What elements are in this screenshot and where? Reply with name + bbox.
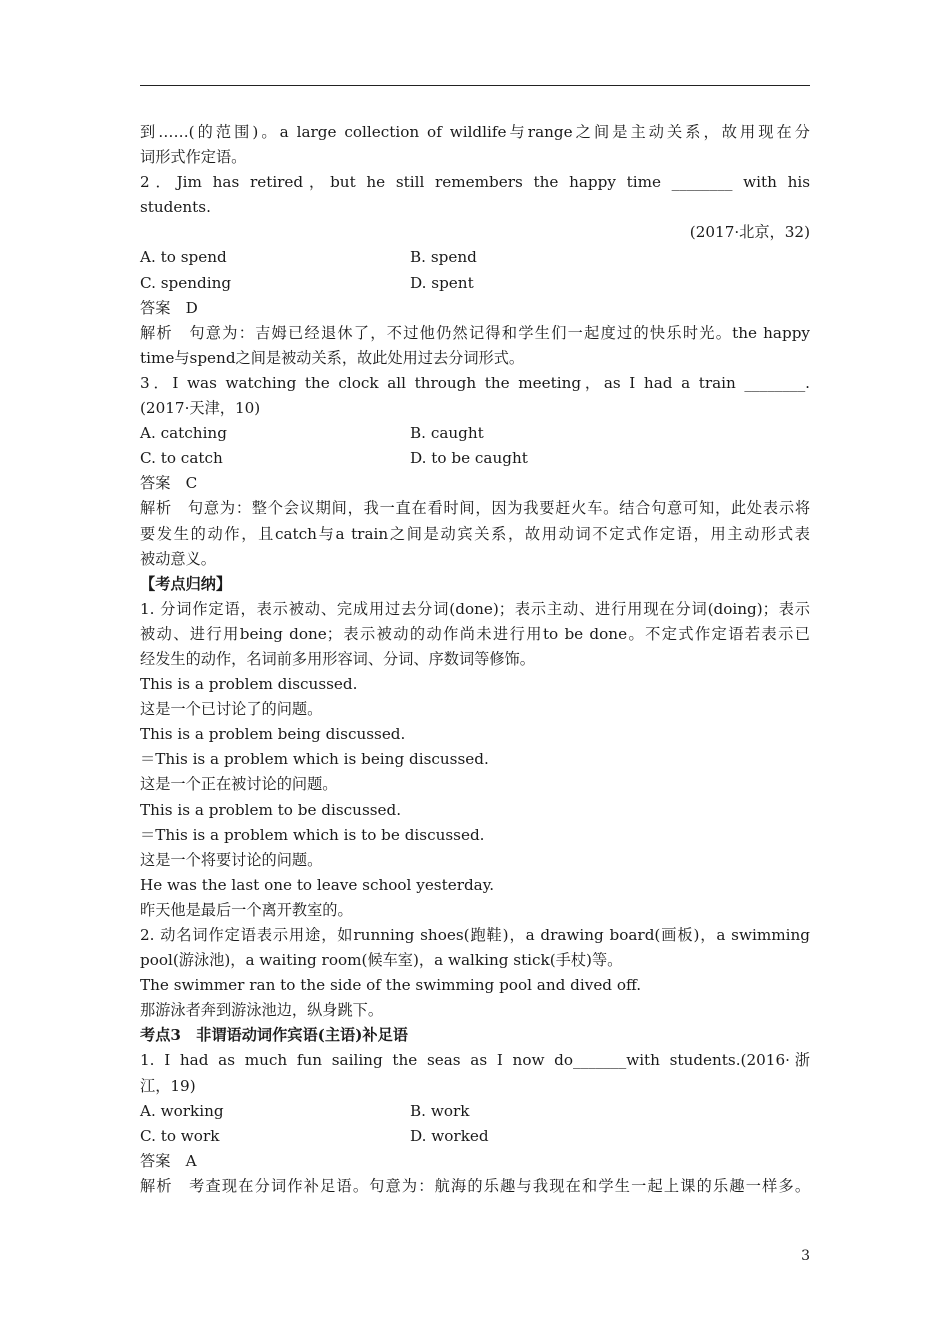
section-heading: 考点3 非谓语动词作宾语(主语)补足语	[140, 1026, 408, 1045]
text-line: ＝This is a problem which is being discussed.	[140, 750, 489, 769]
options-row	[140, 245, 810, 270]
answer-option: D. to be caught	[410, 449, 528, 468]
text-line: time与spend之间是被动关系，故此处用过去分词形式。	[140, 348, 525, 367]
text-line: He was the last one to leave school yesterday.	[140, 875, 495, 894]
text-line: pool(游泳池)，a waiting room(候车室)，a walking stick(手杖)等。	[140, 951, 623, 970]
text-line: 词形式作定语。	[140, 148, 247, 167]
answer-option: A. to spend	[140, 248, 227, 267]
text-line: This is a problem discussed.	[140, 675, 358, 694]
text-line: 1. I had as much fun sailing the seas as I now do_______with students.(2016·浙	[140, 1051, 810, 1070]
text-line: (2017·北京，32)	[689, 223, 810, 242]
text-line: 这是一个将要讨论的问题。	[140, 850, 323, 869]
options-row	[140, 446, 810, 471]
text-line: 江，19)	[140, 1076, 196, 1095]
options-row	[140, 271, 810, 296]
text-line: 到……(的范围)。a large collection of wildlife与range之间是主动关系，故用现在分	[140, 123, 810, 141]
options-row	[140, 421, 810, 446]
text-line: 答案 D	[140, 298, 198, 317]
answer-option: C. to work	[140, 1126, 220, 1145]
options-row	[140, 1124, 810, 1149]
text-line: 这是一个已讨论了的问题。	[140, 700, 323, 719]
text-line: 解析 句意为：吉姆已经退休了，不过他仍然记得和学生们一起度过的快乐时光。the happy	[140, 323, 810, 342]
answer-option: B. spend	[410, 248, 477, 267]
section-heading: 【考点归纳】	[140, 574, 232, 593]
text-line: 2．Jim has retired，but he still remembers the happy time ________ with his	[140, 173, 810, 192]
options-row	[140, 1099, 810, 1124]
text-line: 那游泳者奔到游泳池边，纵身跳下。	[140, 1001, 383, 1020]
text-line: 1. 分词作定语，表示被动、完成用过去分词(done)；表示主动、进行用现在分词(doing)；表示	[140, 599, 810, 618]
answer-option: C. to catch	[140, 449, 223, 468]
text-line: This is a problem to be discussed.	[140, 800, 402, 819]
text-line: 2. 动名词作定语表示用途，如running shoes(跑鞋)，a drawing board(画板)，a swimming	[140, 926, 810, 944]
header-rule	[140, 85, 810, 86]
answer-option: B. work	[410, 1101, 470, 1120]
answer-option: D. spent	[410, 273, 474, 292]
answer-option: B. caught	[410, 424, 484, 443]
answer-option: C. spending	[140, 273, 232, 292]
text-line: 解析 句意为：整个会议期间，我一直在看时间，因为我要赶火车。结合句意可知，此处表示将	[140, 499, 810, 518]
text-line: 3．I was watching the clock all through the meeting，as I had a train ________.	[140, 373, 810, 392]
text-line: This is a problem being discussed.	[140, 725, 406, 744]
answer-option: D. worked	[410, 1126, 489, 1145]
text-line: The swimmer ran to the side of the swimming pool and dived off.	[140, 976, 642, 995]
text-line: 答案 C	[140, 474, 198, 493]
text-line: ＝This is a problem which is to be discussed.	[140, 825, 485, 844]
answer-option: A. catching	[140, 424, 227, 443]
text-line: 经发生的动作，名词前多用形容词、分词、序数词等修饰。	[140, 649, 535, 668]
text-line: 要发生的动作，且catch与a train之间是动宾关系，故用动词不定式作定语，用主动形式表	[140, 524, 810, 543]
text-line: 答案 A	[140, 1151, 197, 1170]
answer-option: A. working	[140, 1101, 224, 1120]
text-line: 被动意义。	[140, 549, 216, 568]
page-number: 3	[801, 1248, 810, 1264]
text-line: 昨天他是最后一个离开教室的。	[140, 900, 353, 919]
text-line: (2017·天津，10)	[140, 399, 261, 418]
text-line: 这是一个正在被讨论的问题。	[140, 775, 338, 794]
document-body	[140, 120, 810, 1199]
text-line: students.	[140, 198, 211, 217]
text-line: 解析 考查现在分词作补足语。句意为：航海的乐趣与我现在和学生一起上课的乐趣一样多。	[140, 1176, 810, 1195]
text-line: 被动、进行用being done；表示被动的动作尚未进行用to be done。不定式作定语若表示已	[140, 624, 810, 643]
